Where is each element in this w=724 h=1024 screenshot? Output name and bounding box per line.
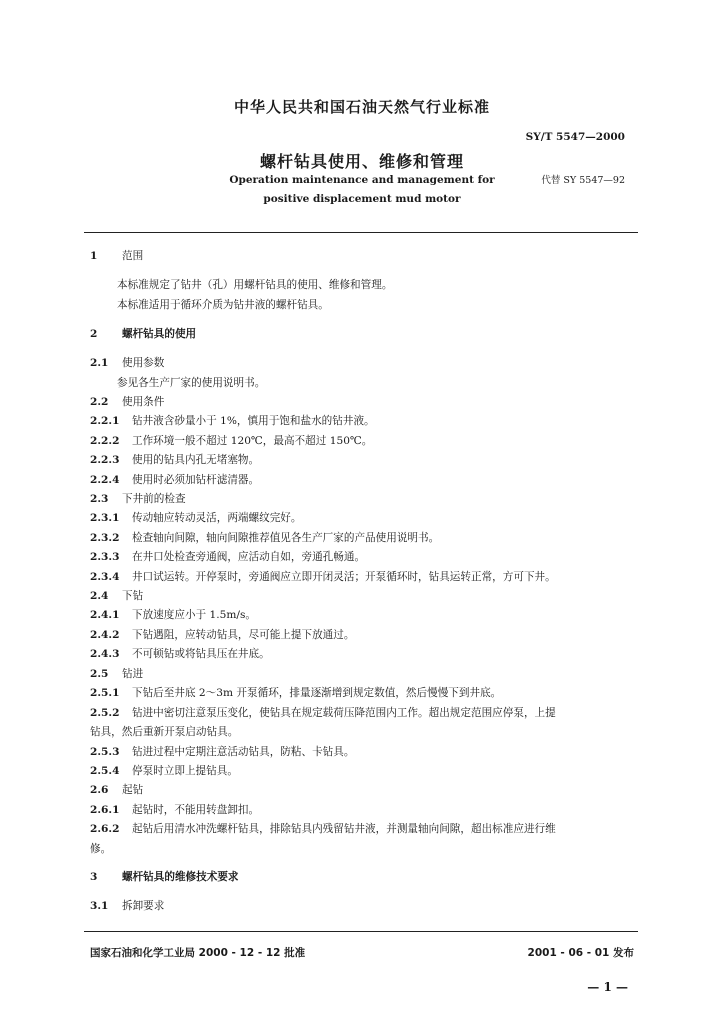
clause-number: 2.6.2 — [90, 823, 120, 835]
clause-text: 下钻遇阻，应转动钻具，尽可能上提下放通过。 — [132, 629, 355, 641]
clause-title: 使用参数 — [122, 357, 165, 369]
clause-number: 2.6.1 — [90, 804, 120, 816]
clause-text: 不可顿钻或将钻具压在井底。 — [132, 648, 270, 660]
clause-2-2-1 — [90, 414, 375, 428]
clause-text: 起钻时，不能用转盘卸扣。 — [132, 804, 260, 816]
clause-title: 使用条件 — [122, 396, 165, 408]
clause-number: 2.5.2 — [90, 707, 120, 719]
clause-number: 2.5 — [90, 668, 109, 680]
clause-text: 下钻后至井底 2～3m 开泵循环，排量逐渐增到规定数值，然后慢慢下到井底。 — [132, 687, 502, 699]
clause-text: 井口试运转。开停泵时，旁通阀应立即开闭灵活；开泵循环时，钻具运转正常，方可下井。 — [132, 571, 556, 583]
clause-number: 3.1 — [90, 900, 109, 912]
clause-2-4-2 — [90, 628, 354, 642]
clause-title: 下井前的检查 — [122, 493, 186, 505]
clause-text: 起钻后用清水冲洗螺杆钻具，排除钻具内残留钻井液，并测量轴向间隙，超出标准应进行维 — [132, 823, 556, 835]
clause-2-3-2 — [90, 531, 439, 545]
clause-number: 2.2.1 — [90, 415, 120, 427]
approval-line: 国家石油和化学工业局 2000 - 12 - 12 批准 — [90, 947, 306, 959]
clause-text: 使用时必须加钻杆滤清器。 — [132, 474, 260, 486]
clause-number: 2.2.4 — [90, 474, 120, 486]
section-title: 螺杆钻具的维修技术要求 — [122, 871, 239, 883]
section-number: 2 — [90, 328, 98, 340]
clause-2-4-1 — [90, 608, 256, 622]
section-title: 螺杆钻具的使用 — [122, 328, 197, 340]
clause-number: 2.6 — [90, 784, 109, 796]
clause-text: 钻进中密切注意泵压变化，使钻具在规定载荷压降范围内工作。超出规定范围应停泵，上提 — [132, 707, 556, 719]
clause-2-3-4 — [90, 570, 556, 584]
clause-text: 钻井液含砂量小于 1%，慎用于饱和盐水的钻井液。 — [132, 415, 375, 427]
clause-number: 2.3.1 — [90, 512, 120, 524]
header-divider — [84, 232, 638, 233]
subsection-3-1 — [90, 899, 164, 913]
clause-title: 钻进 — [122, 668, 144, 680]
clause-number: 2.3.2 — [90, 532, 120, 544]
clause-title: 下钻 — [122, 590, 144, 602]
subsection-2-2 — [90, 395, 164, 409]
section-number: 3 — [90, 871, 98, 883]
clause-text: 传动轴应转动灵活，两端螺纹完好。 — [132, 512, 302, 524]
clause-2-4-3 — [90, 647, 270, 661]
clause-2-2-4 — [90, 473, 259, 487]
clause-2-5-2 — [90, 706, 556, 720]
clause-2-6-1 — [90, 803, 259, 817]
subsection-2-1 — [90, 356, 164, 370]
clause-2-3-1 — [90, 511, 302, 525]
clause-text: 钻进过程中定期注意活动钻具，防粘、卡钻具。 — [132, 746, 355, 758]
clause-2-2-2 — [90, 434, 372, 448]
replaces-standard: 代替 SY 5547—92 — [541, 175, 625, 186]
clause-2-6-2 — [90, 822, 556, 836]
clause-number: 2.5.4 — [90, 765, 120, 777]
clause-number: 2.4.3 — [90, 648, 120, 660]
clause-title: 起钻 — [122, 784, 144, 796]
clause-text: 在井口处检查旁通阀，应活动自如，旁通孔畅通。 — [132, 551, 366, 563]
clause-number: 2.4.2 — [90, 629, 120, 641]
clause-2-6-2-continued: 修。 — [90, 843, 112, 855]
clause-number: 2.3.4 — [90, 571, 120, 583]
section-3-heading — [90, 870, 239, 884]
section-title: 范围 — [122, 250, 144, 262]
clause-2-5-3 — [90, 745, 354, 759]
subsection-2-6 — [90, 783, 143, 797]
effective-date: 2001 - 06 - 01 发布 — [527, 947, 634, 959]
section-1-heading — [90, 249, 143, 263]
clause-2-2-3 — [90, 453, 259, 467]
footer-divider — [84, 931, 638, 932]
english-title-line2: positive displacement mud motor — [263, 193, 461, 205]
industry-standard-heading: 中华人民共和国石油天然气行业标准 — [233, 98, 490, 116]
clause-text: 停泵时立即上提钻具。 — [132, 765, 238, 777]
clause-number: 2.5.1 — [90, 687, 120, 699]
standard-code: SY/T 5547—2000 — [525, 131, 625, 143]
clause-number: 2.2.2 — [90, 435, 120, 447]
clause-number: 2.2.3 — [90, 454, 120, 466]
clause-title: 拆卸要求 — [122, 900, 165, 912]
clause-number: 2.4 — [90, 590, 109, 602]
clause-text: 使用的钻具内孔无堵塞物。 — [132, 454, 260, 466]
page-number: — 1 — — [587, 980, 628, 994]
clause-2-3-3 — [90, 550, 365, 564]
subsection-2-4 — [90, 589, 143, 603]
clause-number: 2.3 — [90, 493, 109, 505]
section-2-heading — [90, 327, 196, 341]
clause-number: 2.2 — [90, 396, 109, 408]
clause-text: 下放速度应小于 1.5m/s。 — [132, 609, 257, 621]
paragraph: 本标准规定了钻井（孔）用螺杆钻具的使用、维修和管理。 — [117, 279, 393, 291]
clause-2-5-2-continued: 钻具，然后重新开泵启动钻具。 — [90, 726, 239, 738]
clause-number: 2.1 — [90, 357, 109, 369]
paragraph: 本标准适用于循环介质为钻井液的螺杆钻具。 — [117, 299, 329, 311]
subsection-2-5 — [90, 667, 143, 681]
clause-2-5-1 — [90, 686, 501, 700]
paragraph: 参见各生产厂家的使用说明书。 — [117, 377, 266, 389]
subsection-2-3 — [90, 492, 186, 506]
clause-number: 2.5.3 — [90, 746, 120, 758]
clause-text: 工作环境一般不超过 120℃，最高不超过 150℃。 — [132, 435, 373, 447]
clause-number: 2.4.1 — [90, 609, 120, 621]
clause-text: 检查轴向间隙，轴向间隙推荐值见各生产厂家的产品使用说明书。 — [132, 532, 440, 544]
clause-2-5-4 — [90, 764, 238, 778]
section-number: 1 — [90, 250, 98, 262]
document-title: 螺杆钻具使用、维修和管理 — [259, 152, 464, 171]
english-title-line1: Operation maintenance and management for — [229, 174, 495, 186]
clause-number: 2.3.3 — [90, 551, 120, 563]
